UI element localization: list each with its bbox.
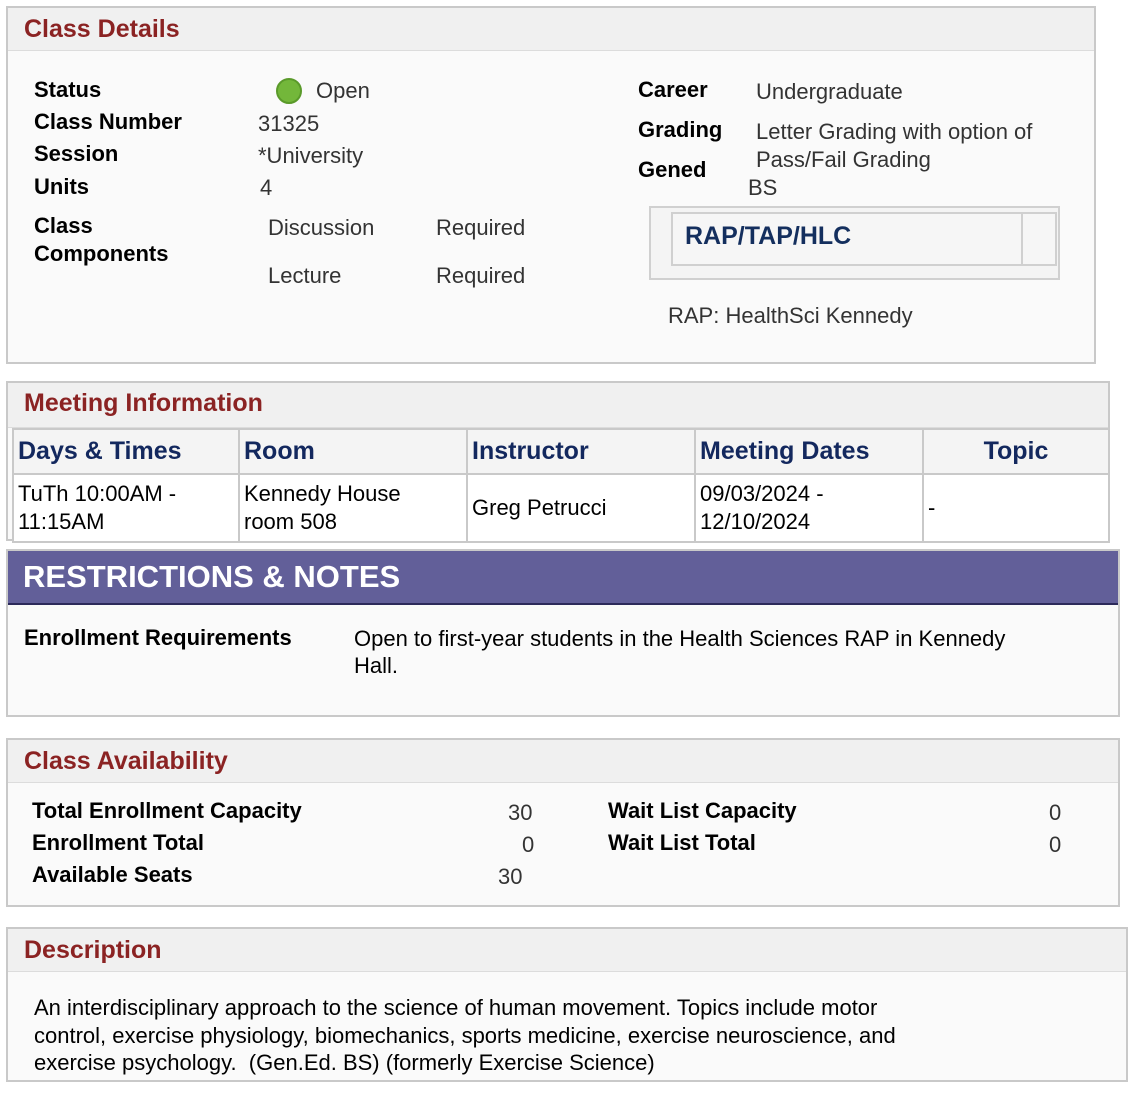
dates-line2: 12/10/2024 — [700, 509, 811, 534]
components-label-line1: Class — [34, 213, 93, 238]
meeting-info-panel — [6, 381, 1110, 541]
rap-header-cell — [1023, 212, 1057, 266]
component-type: Lecture — [268, 263, 342, 288]
session-label: Session — [34, 141, 119, 166]
col-topic: Topic — [923, 429, 1109, 474]
units-label: Units — [34, 174, 89, 199]
description-title: Description — [24, 936, 162, 964]
waitlist-total-value: 0 — [1049, 832, 1062, 857]
rap-value: RAP: HealthSci Kennedy — [668, 303, 913, 328]
class-number-label: Class Number — [34, 109, 182, 134]
description-line2: control, exercise physiology, biomechanics, sports medicine, exercise neuroscience, and — [34, 1023, 896, 1048]
grading-label: Grading — [638, 117, 723, 142]
restrictions-panel — [6, 549, 1120, 717]
meeting-table — [12, 428, 1110, 543]
restrictions-header — [8, 551, 1118, 605]
room-line2: room 508 — [244, 509, 337, 534]
grading-value-line2: Pass/Fail Grading — [756, 147, 931, 172]
availability-header — [8, 740, 1118, 783]
total-capacity-value: 30 — [508, 800, 533, 825]
rap-header — [671, 212, 1023, 266]
waitlist-total-label: Wait List Total — [608, 830, 756, 855]
dates-line1: 09/03/2024 - — [700, 481, 824, 506]
status-open-icon — [276, 78, 302, 104]
room-line1: Kennedy House — [244, 481, 401, 506]
description-line1: An interdisciplinary approach to the science of human movement. Topics include motor — [34, 995, 878, 1020]
cell-instructor: Greg Petrucci — [467, 474, 695, 542]
session-value: *University — [258, 143, 364, 168]
meeting-table-header — [13, 429, 1109, 474]
description-header — [8, 929, 1126, 972]
cell-topic: - — [923, 474, 1109, 542]
availability-panel — [6, 738, 1120, 907]
cell-room — [239, 474, 467, 542]
availability-title: Class Availability — [24, 747, 228, 775]
class-details-header — [8, 8, 1094, 51]
rap-box — [649, 206, 1060, 280]
days-times-line2: 11:15AM — [18, 509, 105, 534]
class-details-title: Class Details — [24, 15, 180, 43]
status-value: Open — [316, 78, 370, 103]
component-type: Discussion — [268, 215, 375, 240]
enrollment-total-value: 0 — [522, 832, 535, 857]
enrollment-requirements-label: Enrollment Requirements — [24, 625, 292, 650]
grading-value-line1: Letter Grading with option of — [756, 119, 1033, 144]
status-label: Status — [34, 77, 102, 102]
waitlist-capacity-value: 0 — [1049, 800, 1062, 825]
col-instructor: Instructor — [467, 429, 695, 474]
waitlist-capacity-label: Wait List Capacity — [608, 798, 797, 823]
description-line3: exercise psychology. (Gen.Ed. BS) (formerly Exercise Science) — [34, 1050, 655, 1075]
career-label: Career — [638, 77, 708, 102]
component-requirement: Required — [436, 215, 526, 240]
meeting-info-header — [8, 383, 1108, 428]
available-seats-label: Available Seats — [32, 862, 193, 887]
available-seats-value: 30 — [498, 864, 523, 889]
description-panel — [6, 927, 1128, 1082]
units-value: 4 — [260, 175, 273, 200]
component-requirement: Required — [436, 263, 526, 288]
class-details-panel — [6, 6, 1096, 364]
components-label-line2: Components — [34, 241, 169, 266]
enrollment-requirements-line2: Hall. — [354, 653, 399, 678]
table-row — [13, 474, 1109, 542]
career-value: Undergraduate — [756, 79, 903, 104]
gened-value: BS — [748, 175, 778, 200]
col-days-times: Days & Times — [13, 429, 239, 474]
restrictions-title: RESTRICTIONS & NOTES — [23, 559, 401, 594]
enrollment-total-label: Enrollment Total — [32, 830, 204, 855]
cell-meeting-dates — [695, 474, 923, 542]
col-room: Room — [239, 429, 467, 474]
cell-days-times — [13, 474, 239, 542]
class-number-value: 31325 — [258, 111, 320, 136]
total-capacity-label: Total Enrollment Capacity — [32, 798, 302, 823]
meeting-info-title: Meeting Information — [24, 389, 263, 417]
enrollment-requirements-line1: Open to first-year students in the Health Sciences RAP in Kennedy — [354, 626, 1006, 651]
col-meeting-dates: Meeting Dates — [695, 429, 923, 474]
days-times-line1: TuTh 10:00AM - — [18, 481, 177, 506]
gened-label: Gened — [638, 157, 707, 182]
rap-title: RAP/TAP/HLC — [685, 222, 852, 250]
